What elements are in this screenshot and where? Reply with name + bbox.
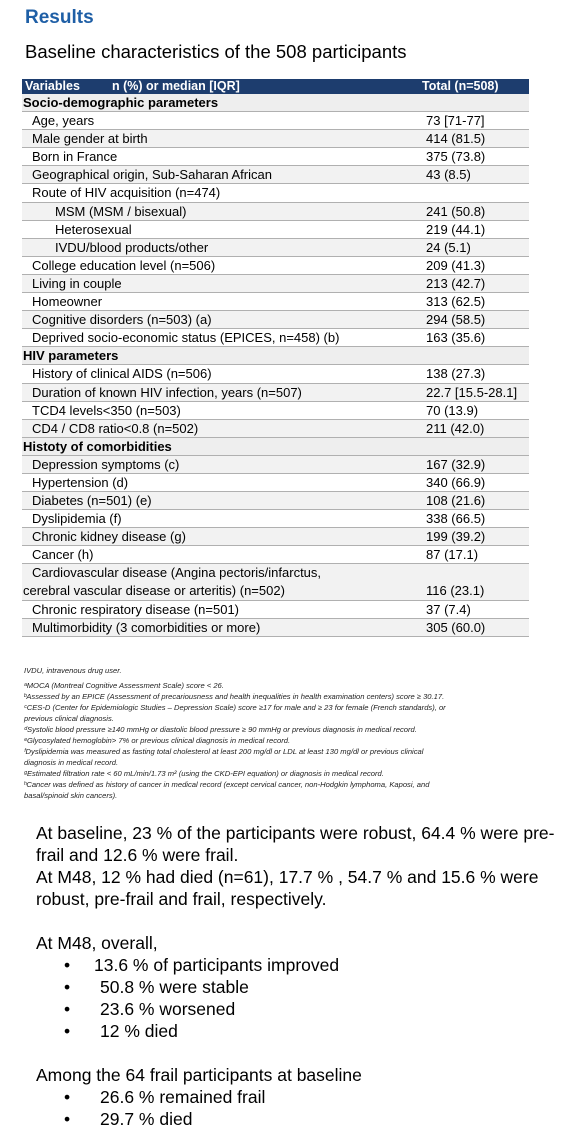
row-label: College education level (n=506): [32, 257, 216, 273]
footnote-line: basal/spinoid skin cancers).: [24, 791, 118, 800]
row-value: 305 (60.0): [426, 620, 486, 636]
table-title: Baseline characteristics of the 508 participants: [25, 41, 407, 62]
row-label: IVDU/blood products/other: [55, 239, 209, 255]
table-row: [22, 420, 529, 438]
bullet-item: [64, 1020, 339, 1042]
row-label: Age, years: [32, 113, 95, 129]
table-row: [22, 293, 529, 311]
row-label: Male gender at birth: [32, 131, 148, 147]
row-value: 209 (41.3): [426, 257, 486, 273]
footnote-line: ᶜCES-D (Center for Epidemiologic Studies – Depression Scale) score ≥17 for male and ≥ 23 for female (French standards), or: [24, 703, 446, 712]
row-label-continued: cerebral vascular disease or arteritis) (n=502): [23, 583, 285, 599]
row-value: 211 (42.0): [426, 420, 485, 436]
table-row: [22, 166, 529, 184]
row-label: Dyslipidemia (f): [32, 511, 122, 527]
table-row: [22, 329, 529, 347]
row-label: Cognitive disorders (n=503) (a): [32, 312, 212, 328]
bullet-icon: •: [64, 955, 71, 975]
table-row: [22, 311, 529, 329]
row-value: 138 (27.3): [426, 366, 486, 382]
row-value: 199 (39.2): [426, 529, 486, 545]
row-value: 167 (32.9): [426, 456, 486, 472]
table-row: [22, 365, 529, 383]
table-row: [22, 601, 529, 619]
row-value: 338 (66.5): [426, 511, 486, 527]
section-label: Socio-demographic parameters: [23, 95, 219, 110]
row-label: Born in France: [32, 149, 118, 165]
header-variables: Variables: [25, 79, 80, 93]
bullet-icon: •: [64, 977, 71, 997]
footnote-line: ᵃMOCA (Montreal Cognitive Assessment Scale) score < 26.: [24, 681, 224, 690]
row-value: 22.7 [15.5-28.1]: [426, 384, 518, 400]
row-value: 294 (58.5): [426, 312, 486, 328]
overall-bullet-list: [64, 954, 339, 1042]
bullet-text: 50.8 % were stable: [100, 977, 249, 997]
bullet-text: 12 % died: [100, 1021, 178, 1041]
table-row: [22, 184, 529, 202]
row-value: 163 (35.6): [426, 330, 486, 346]
table-row: [22, 221, 529, 239]
row-label: Chronic respiratory disease (n=501): [32, 601, 240, 617]
bullet-item: [64, 1108, 265, 1130]
row-value: 340 (66.9): [426, 474, 486, 490]
footnote-line: diagnosis in medical record.: [24, 758, 119, 767]
row-label: Hypertension (d): [32, 474, 129, 490]
row-label: Homeowner: [32, 294, 103, 310]
row-value: 219 (44.1): [426, 221, 486, 237]
frail-bullet-list: [64, 1086, 265, 1130]
row-value: 414 (81.5): [426, 131, 486, 147]
row-value: 43 (8.5): [426, 167, 471, 183]
footnote-line: previous clinical diagnosis.: [24, 714, 114, 723]
summary-paragraph-m48: At M48, 12 % had died (n=61), 17.7 % , 54.7 % and 15.6 % were robust, pre-frail and frail, respectively.: [36, 867, 539, 909]
table-row: [22, 510, 529, 528]
table-row: [22, 474, 529, 492]
section-heading: Results: [25, 7, 94, 28]
bullet-item: [64, 976, 339, 998]
bullet-icon: •: [64, 1109, 71, 1129]
row-label: MSM (MSM / bisexual): [55, 203, 187, 219]
table-header: [22, 79, 529, 94]
footnote-line: IVDU, intravenous drug user.: [24, 666, 122, 675]
row-value: 24 (5.1): [426, 239, 471, 255]
footnote-line: ᵈSystolic blood pressure ≥140 mmHg or diastolic blood pressure ≥ 90 mmHg or previous diagnosis in medical record.: [24, 725, 417, 734]
header-measure: n (%) or median [IQR]: [112, 79, 240, 93]
row-label: Diabetes (n=501) (e): [32, 493, 152, 509]
row-value: 73 [71-77]: [426, 113, 485, 129]
row-value: 313 (62.5): [426, 294, 486, 310]
bullet-text: 29.7 % died: [100, 1109, 193, 1129]
footnote-line: ᵍEstimated filtration rate < 60 mL/min/1.73 m² (using the CKD-EPI equation) or diagnosis in medical record.: [24, 769, 384, 778]
table-row: [22, 402, 529, 420]
table-row: [22, 546, 529, 564]
section-label: Histoty of comorbidities: [23, 438, 172, 454]
row-label: Living in couple: [32, 275, 122, 291]
table-row: [22, 564, 529, 601]
table-row: [22, 257, 529, 275]
row-value: 70 (13.9): [426, 402, 479, 418]
row-label: Route of HIV acquisition (n=474): [32, 185, 221, 201]
row-divider: [22, 636, 529, 637]
table-body: [22, 94, 529, 637]
table-section-row: [22, 347, 529, 365]
footnote-line: ᵉGlycosylated hemoglobin> 7% or previous clinical diagnosis in medical record.: [24, 736, 291, 745]
row-value: 87 (17.1): [426, 547, 479, 563]
table-row: [22, 384, 529, 402]
bullet-item: [64, 954, 339, 976]
row-label: Multimorbidity (3 comorbidities or more): [32, 620, 261, 636]
table-section-row: [22, 438, 529, 456]
table-row: [22, 528, 529, 546]
row-value: 37 (7.4): [426, 601, 471, 617]
row-value: 241 (50.8): [426, 203, 486, 219]
table-row: [22, 239, 529, 257]
row-value: 213 (42.7): [426, 275, 486, 291]
table-row: [22, 492, 529, 510]
row-label: Cancer (h): [32, 547, 94, 563]
bullet-text: 23.6 % worsened: [100, 999, 236, 1019]
table-row: [22, 619, 529, 637]
footnote-line: ᵇAssessed by an EPICE (Assessment of precariousness and health inequalities in health examination centers) score ≥ 30.17.: [24, 692, 445, 701]
row-label: TCD4 levels<350 (n=503): [32, 402, 181, 418]
row-label: History of clinical AIDS (n=506): [32, 366, 212, 382]
table-row: [22, 275, 529, 293]
bullet-text: 26.6 % remained frail: [100, 1087, 266, 1107]
row-label: Depression symptoms (c): [32, 456, 180, 472]
summary-paragraph-frail: Among the 64 frail participants at baseline: [36, 1065, 362, 1085]
row-label: Geographical origin, Sub-Saharan African: [32, 167, 272, 183]
row-label: Duration of known HIV infection, years (n=507): [32, 384, 302, 400]
row-label: Deprived socio-economic status (EPICES, n=458) (b): [32, 330, 340, 346]
section-label: HIV parameters: [23, 348, 119, 364]
footnote-line: ʰCancer was defined as history of cancer in medical record (except cervical cancer, non-Hodgkin lymphoma, Kaposi, and: [24, 780, 430, 789]
row-label: Chronic kidney disease (g): [32, 529, 186, 545]
bullet-icon: •: [64, 1021, 71, 1041]
bullet-icon: •: [64, 999, 71, 1019]
row-label: CD4 / CD8 ratio<0.8 (n=502): [32, 420, 199, 436]
footnote-line: ᶠDyslipidemia was measured as fasting total cholesterol at least 200 mg/dl or LDL at least 130 mg/dl or previous clinical: [24, 747, 424, 756]
bullet-text: 13.6 % of participants improved: [94, 955, 340, 975]
row-value: 108 (21.6): [426, 493, 486, 509]
row-value: 375 (73.8): [426, 149, 486, 165]
bullet-item: [64, 1086, 265, 1108]
table-row: [22, 112, 529, 130]
table-row: [22, 203, 529, 221]
footnotes: [24, 665, 544, 801]
header-total: Total (n=508): [422, 79, 499, 93]
baseline-characteristics-table: [22, 79, 529, 637]
summary-paragraph-baseline: At baseline, 23 % of the participants were robust, 64.4 % were pre-frail and 12.6 % were frail.: [36, 823, 555, 865]
table-row: [22, 456, 529, 474]
row-label: Cardiovascular disease (Angina pectoris/infarctus,: [32, 565, 322, 581]
table-row: [22, 130, 529, 148]
bullet-icon: •: [64, 1087, 71, 1107]
table-section-row: [22, 94, 529, 112]
row-value: 116 (23.1): [426, 583, 485, 599]
bullet-item: [64, 998, 339, 1020]
row-label: Heterosexual: [55, 221, 132, 237]
table-row: [22, 148, 529, 166]
summary-paragraph-overall: At M48, overall,: [36, 933, 158, 953]
